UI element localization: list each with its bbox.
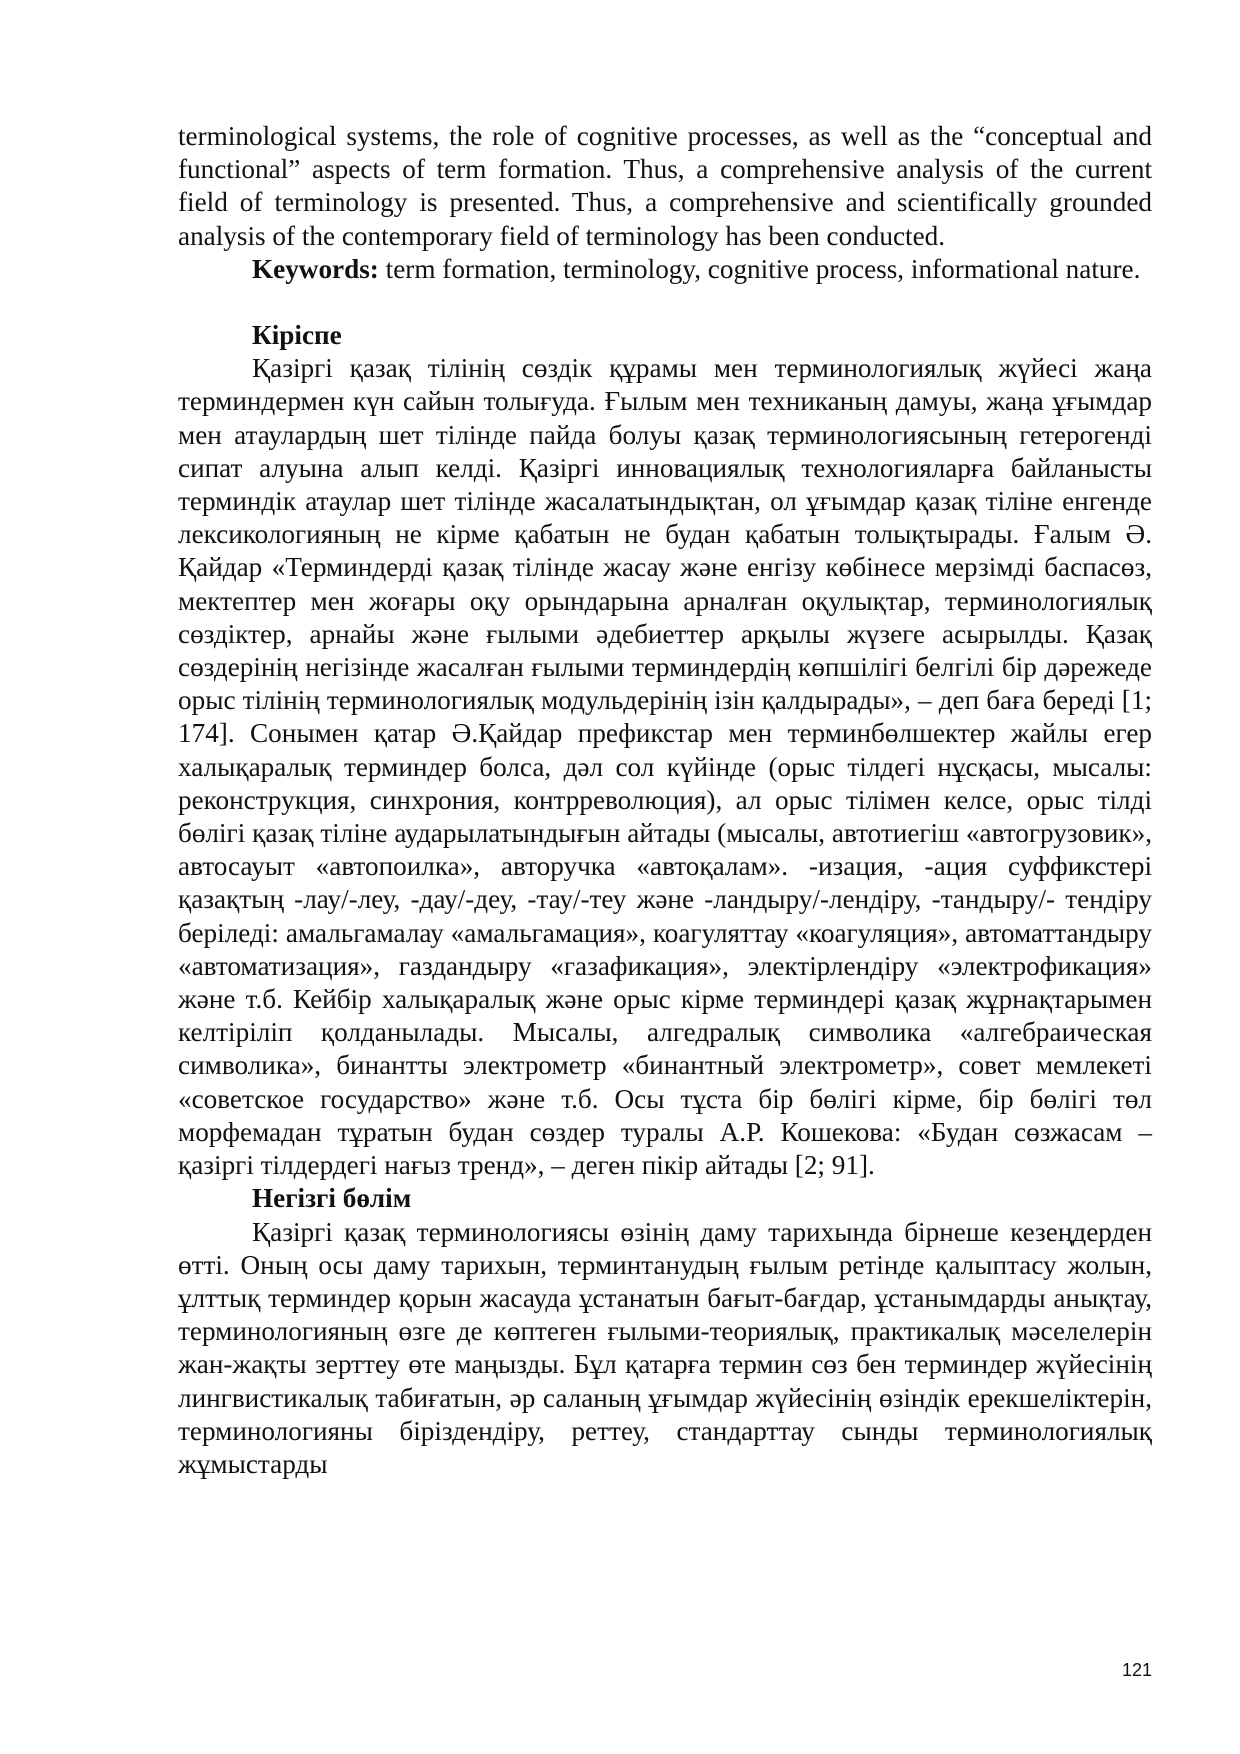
abstract-continuation: terminological systems, the role of cognitive processes, as well as the “conceptual and functional” aspects of term formation. Thus, a comprehensive analysis of the current field of terminology is presented. Thus, a comprehensive and scientifically grounded analysis of the contemporary field of terminology has been conducted. — [178, 121, 1152, 251]
main-part-paragraph: Қазіргі қазақ терминологиясы өзінің даму тарихында бірнеше кезеңдерден өтті. Оның осы даму тарихын, терминтанудың ғылым ретінде қалыптасу жолын, ұлттық терминдер қорын жасауда ұстанатын бағыт-бағдар, ұстанымдарды анықтау, терминологияның өзге де көптеген ғылыми-теориялық, практикалық мәселелерін жан-жақты зерттеу өте маңызды. Бұл қатарға термин сөз бен терминдер жүйесінің лингвистикалық табиғатын, әр саланың ұғымдар жүйесінің өзіндік ерекшеліктерін, терминологияны біріздендіру, реттеу, стандарттау сынды терминологиялық жұмыстарды — [178, 1216, 1152, 1479]
keywords-label: Keywords: — [252, 253, 379, 284]
main-part-heading: Негізгі бөлім — [252, 1183, 412, 1214]
page-content — [178, 120, 1152, 1481]
introduction-paragraph: Қазіргі қазақ тілінің сөздік құрамы мен терминологиялық жүйесі жаңа терминдермен күн сайын толығуда. Ғылым мен техниканың дамуы, жаңа ұғымдар мен атаулардың шет тілінде пайда болуы қазақ терминологиясының гетерогенді сипат алуына алып келді. Қазіргі инновациялық технологияларға байланысты терминдік атаулар шет тілінде жасалатындықтан, ол ұғымдар қазақ тіліне енгенде лексикологияның не кірме қабатын не будан қабатын толықтырады. Ғалым Ә. Қайдар «Терминдерді қазақ тілінде жасау және енгізу көбінесе мерзімді баспасөз, мектептер мен жоғары оқу орындарына арналған оқулықтар, терминологиялық сөздіктер, арнайы және ғылыми әдебиеттер арқылы жүзеге асырылды. Қазақ сөздерінің негізінде жасалған ғылыми терминдердің көпшілігі белгілі бір дәрежеде орыс тілінің терминологиялық модульдерінің ізін қалдырады», – деп баға береді [1; 174]. Сонымен қатар Ә.Қайдар префикстар мен терминбөлшектер жайлы егер халықаралық терминдер болса, дәл сол күйінде (орыс тілдегі нұсқасы, мысалы: реконструкция, синхрония, контрреволюция), ал орыс тілімен келсе, орыс тілді бөлігі қазақ тіліне аударылатындығын айтады (мысалы, автотиегіш «автогрузовик», автосауыт «автопоилка», авторучка «автоқалам». -изация, -ация суффикстері қазақтың -лау/-леу, -дау/-деу, -тау/-теу және -ландыру/-лендіру, -тандыру/- тендіру беріледі: амальгамалау «амальгамация», коагуляттау «коагуляция», автоматтандыру «автоматизация», газдандыру «газафикация», электірлендіру «электрофикация» және т.б. Кейбір халықаралық және орыс кірме терминдері қазақ жұрнақтарымен келтіріліп қолданылады. Мысалы, алгедралық символика «алгебраическая символика», бинантты электрометр «бинантный электрометр», совет мемлекеті «советское государство» және т.б. Осы тұста бір бөлігі кірме, бір бөлігі төл морфемадан тұратын будан сөздер туралы А.Р. Кошекова: «Будан сөзжасам – қазіргі тілдердегі нағыз тренд», – деген пікір айтады [2; 91]. — [178, 353, 1152, 1181]
keywords-text: term formation, terminology, cognitive process, informational nature. — [378, 253, 1141, 284]
page-number: 121 — [1121, 1660, 1152, 1680]
introduction-heading: Кіріспе — [252, 320, 342, 351]
keywords-paragraph — [178, 253, 1152, 286]
